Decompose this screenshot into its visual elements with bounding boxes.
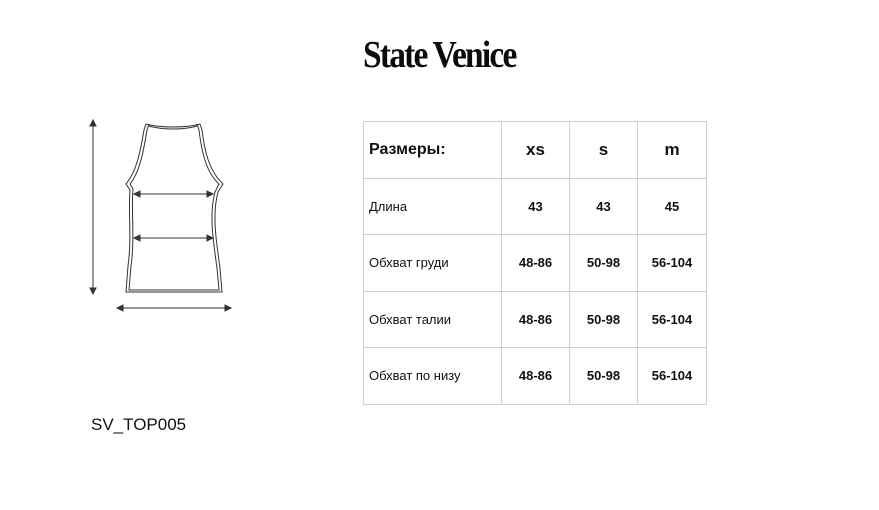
table-row [364, 235, 707, 292]
measurement-arrow-icon [134, 191, 213, 197]
table-row [364, 291, 707, 348]
table-cell: 48-86 [502, 235, 570, 292]
table-cell: 43 [570, 178, 638, 235]
measurement-arrow-icon [134, 235, 213, 241]
table-cell: 45 [638, 178, 707, 235]
size-header-s: s [570, 122, 638, 179]
measurement-arrow-icon [117, 305, 231, 311]
table-cell: 50-98 [570, 348, 638, 405]
table-row [364, 348, 707, 405]
table-cell: 56-104 [638, 291, 707, 348]
table-cell: 56-104 [638, 348, 707, 405]
table-cell: 50-98 [570, 235, 638, 292]
table-cell: 43 [502, 178, 570, 235]
measurement-arrow-icon [90, 120, 96, 294]
size-table-label-header: Размеры: [364, 122, 502, 179]
size-table-header-row [364, 122, 707, 179]
table-cell: 48-86 [502, 291, 570, 348]
table-cell: 56-104 [638, 235, 707, 292]
brand-logo: State Venice [363, 34, 516, 76]
row-label-length: Длина [364, 178, 502, 235]
tank-top-sketch-icon [82, 112, 242, 322]
table-cell: 50-98 [570, 291, 638, 348]
table-row [364, 178, 707, 235]
row-label-hem: Обхват по низу [364, 348, 502, 405]
row-label-chest: Обхват груди [364, 235, 502, 292]
product-sku: SV_TOP005 [91, 415, 187, 434]
row-label-waist: Обхват талии [364, 291, 502, 348]
size-header-m: m [638, 122, 707, 179]
table-cell: 48-86 [502, 348, 570, 405]
size-table [363, 121, 707, 405]
size-header-xs: xs [502, 122, 570, 179]
